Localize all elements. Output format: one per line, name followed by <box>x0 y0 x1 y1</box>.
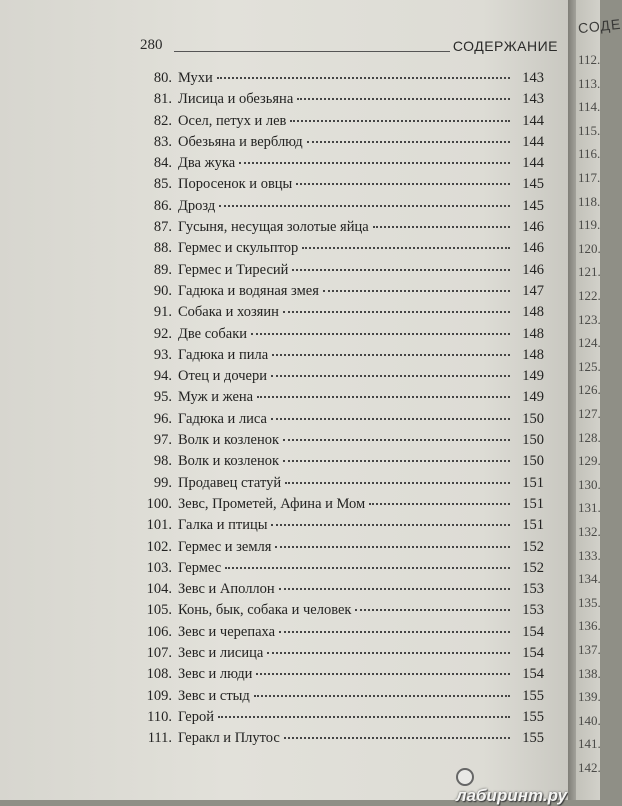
toc-entry-page: 148 <box>522 304 544 321</box>
toc-entry-page: 153 <box>522 602 544 619</box>
toc-entry <box>136 560 544 581</box>
toc-leader-dots <box>271 524 510 526</box>
toc-leader-dots <box>257 396 510 398</box>
toc-leader-dots <box>296 183 510 185</box>
right-page-entry-number: 112. <box>578 52 601 67</box>
toc-entry-page: 154 <box>522 623 544 640</box>
toc-entry-title: Обезьяна и верблюд <box>178 133 303 150</box>
toc-entry <box>136 539 544 560</box>
right-page-entry-number: 126. <box>578 382 601 398</box>
toc-entry-number: 82. <box>153 112 172 129</box>
toc-entry <box>136 368 544 389</box>
toc-entry-number: 93. <box>153 346 172 363</box>
toc-entry-number: 96. <box>153 410 172 427</box>
right-page-entry-number: 135. <box>578 594 601 610</box>
right-page-entry-number: 139. <box>578 689 601 705</box>
right-page-entry-number: 137. <box>578 642 601 657</box>
toc-leader-dots <box>217 77 510 79</box>
toc-entry-title: Гермес и Тиресий <box>178 261 289 278</box>
right-page-entry-number: 140. <box>578 712 601 728</box>
toc-entry-title: Продавец статуй <box>178 474 282 491</box>
toc-leader-dots <box>284 737 510 739</box>
toc-entry-page: 144 <box>522 133 544 150</box>
toc-entry <box>136 709 544 730</box>
toc-entry-number: 80. <box>153 70 172 86</box>
toc-entry <box>136 219 544 240</box>
toc-entry <box>136 155 544 176</box>
toc-leader-dots <box>369 503 510 505</box>
right-page-entry-number: 114. <box>578 99 601 115</box>
toc-entry-number: 91. <box>153 304 172 321</box>
toc-entry-page: 150 <box>522 410 544 427</box>
toc-entry-number: 85. <box>153 176 172 193</box>
toc-entry-page: 154 <box>522 666 544 683</box>
toc-leader-dots <box>292 269 510 271</box>
toc-leader-dots <box>279 588 510 590</box>
toc-entry <box>136 602 544 623</box>
right-page-entry-number: 125. <box>578 358 601 374</box>
toc-entry-page: 153 <box>522 581 544 598</box>
toc-entry-number: 110. <box>147 708 172 725</box>
toc-leader-dots <box>297 98 510 100</box>
book-page-right <box>576 0 622 800</box>
table-of-contents <box>136 70 544 752</box>
toc-entry <box>136 389 544 410</box>
toc-entry-page: 151 <box>522 474 544 491</box>
right-page-heading: СОДЕ <box>577 15 622 37</box>
book-gutter <box>568 0 576 800</box>
toc-leader-dots <box>219 205 510 207</box>
toc-entry-page: 144 <box>522 112 544 129</box>
toc-entry-number: 84. <box>153 155 172 172</box>
toc-entry-page: 146 <box>522 261 544 278</box>
right-page-entry-number: 117. <box>578 170 601 185</box>
toc-leader-dots <box>272 354 510 356</box>
toc-entry-title: Осел, петух и лев <box>178 112 287 129</box>
toc-entry-page: 150 <box>522 453 544 470</box>
toc-entry-page: 151 <box>522 495 544 512</box>
toc-entry-title: Гадюка и водяная змея <box>178 282 319 299</box>
right-page-entry-number: 129. <box>578 453 601 469</box>
toc-entry-title: Зевс, Прометей, Афина и Мом <box>178 495 366 512</box>
toc-leader-dots <box>256 673 510 675</box>
toc-entry-title: Поросенок и овцы <box>178 176 293 193</box>
toc-entry-number: 86. <box>153 197 172 214</box>
right-page-entry-number: 119. <box>578 217 601 233</box>
toc-leader-dots <box>302 247 510 249</box>
toc-entry-title: Два жука <box>178 155 236 172</box>
toc-leader-dots <box>283 439 510 441</box>
toc-leader-dots <box>283 311 510 313</box>
toc-entry <box>136 453 544 474</box>
toc-entry-number: 106. <box>146 623 172 640</box>
toc-entry <box>136 134 544 155</box>
right-page-entry-number: 122. <box>578 288 601 303</box>
toc-entry-title: Зевс и стыд <box>178 687 250 704</box>
header-rule <box>174 51 450 52</box>
toc-entry-page: 148 <box>522 325 544 342</box>
toc-entry-title: Гермес и земля <box>178 538 272 555</box>
toc-entry <box>136 496 544 517</box>
toc-leader-dots <box>373 226 510 228</box>
right-page-entry-number: 128. <box>578 429 601 445</box>
toc-leader-dots <box>283 460 510 462</box>
toc-entry-title: Отец и дочери <box>178 368 268 385</box>
toc-leader-dots <box>290 120 510 122</box>
toc-leader-dots <box>271 418 510 420</box>
toc-entry-page: 155 <box>522 687 544 704</box>
toc-entry-page: 143 <box>522 91 544 108</box>
right-page-entry-number: 124. <box>578 335 601 351</box>
toc-entry-number: 98. <box>153 453 172 470</box>
toc-entry-page: 144 <box>522 155 544 172</box>
toc-entry <box>136 198 544 219</box>
toc-entry-page: 146 <box>522 240 544 257</box>
toc-entry-number: 108. <box>146 666 172 683</box>
toc-entry-page: 145 <box>522 197 544 214</box>
toc-entry <box>136 240 544 261</box>
toc-entry <box>136 91 544 112</box>
toc-entry-number: 89. <box>153 261 172 278</box>
toc-entry-title: Галка и птицы <box>178 517 268 534</box>
toc-entry-title: Волк и козленок <box>178 453 280 470</box>
right-page-entry-number: 120. <box>578 240 601 256</box>
toc-entry-title: Гадюка и лиса <box>178 410 267 427</box>
toc-entry-page: 155 <box>522 730 544 747</box>
toc-entry <box>136 326 544 347</box>
toc-entry-number: 88. <box>153 240 172 257</box>
toc-entry <box>136 411 544 432</box>
toc-entry-number: 103. <box>146 559 172 576</box>
toc-entry-number: 95. <box>153 389 172 406</box>
toc-entry <box>136 70 544 91</box>
toc-leader-dots <box>271 375 510 377</box>
toc-leader-dots <box>275 546 510 548</box>
toc-entry-title: Зевс и лисица <box>178 645 264 662</box>
toc-entry-number: 81. <box>153 91 172 108</box>
right-page-entry-number: 131. <box>578 500 601 516</box>
toc-entry <box>136 113 544 134</box>
page-header <box>140 37 560 61</box>
toc-entry <box>136 283 544 304</box>
toc-leader-dots <box>323 290 510 292</box>
right-page-entry-number: 123. <box>578 311 601 327</box>
toc-entry-page: 149 <box>522 389 544 406</box>
toc-entry-page: 155 <box>522 708 544 725</box>
toc-entry-title: Собака и хозяин <box>178 304 279 321</box>
right-page-entry-number: 141. <box>578 736 601 752</box>
right-page-entry-number: 115. <box>578 122 601 138</box>
right-page-entry-number: 136. <box>578 618 601 634</box>
toc-leader-dots <box>218 716 510 718</box>
toc-entry-number: 90. <box>153 282 172 299</box>
right-page-entry-number: 130. <box>578 476 601 492</box>
toc-entry-title: Гадюка и пила <box>178 346 269 363</box>
toc-leader-dots <box>267 652 510 654</box>
right-page-entry-number: 113. <box>578 75 601 91</box>
toc-leader-dots <box>225 567 510 569</box>
toc-entry-title: Гермес <box>178 559 222 576</box>
toc-entry-title: Зевс и люди <box>178 666 253 683</box>
page-header-title: СОДЕРЖАНИЕ <box>452 38 558 54</box>
toc-entry <box>136 624 544 645</box>
toc-leader-dots <box>239 162 510 164</box>
toc-entry-page: 154 <box>522 645 544 662</box>
toc-entry-page: 146 <box>522 219 544 236</box>
watermark-text: лабиринт.ру <box>456 786 567 805</box>
toc-entry-number: 104. <box>146 581 172 598</box>
toc-entry <box>136 347 544 368</box>
toc-entry-number: 101. <box>146 517 172 534</box>
toc-entry <box>136 517 544 538</box>
right-page-entry-number: 116. <box>578 146 601 162</box>
right-page-entry-number: 127. <box>578 406 601 421</box>
toc-entry-number: 87. <box>153 219 172 236</box>
toc-entry-number: 99. <box>153 474 172 491</box>
toc-entry-number: 105. <box>146 602 172 619</box>
toc-leader-dots <box>251 333 510 335</box>
toc-entry <box>136 475 544 496</box>
toc-entry-number: 97. <box>153 432 172 449</box>
toc-entry-number: 107. <box>146 645 172 662</box>
toc-entry <box>136 262 544 283</box>
toc-leader-dots <box>285 482 510 484</box>
toc-entry-page: 143 <box>522 70 544 86</box>
toc-entry <box>136 688 544 709</box>
toc-entry-title: Две собаки <box>178 325 248 342</box>
toc-entry-title: Геракл и Плутос <box>178 730 280 747</box>
toc-entry-number: 111. <box>147 730 172 747</box>
toc-entry <box>136 304 544 325</box>
toc-leader-dots <box>254 695 510 697</box>
toc-entry-number: 92. <box>153 325 172 342</box>
right-page-entry-number: 118. <box>578 193 601 209</box>
toc-entry-title: Волк и козленок <box>178 432 280 449</box>
toc-entry-page: 152 <box>522 538 544 555</box>
toc-entry-title: Зевс и Аполлон <box>178 581 275 598</box>
toc-entry-page: 149 <box>522 368 544 385</box>
right-page-entry-number: 121. <box>578 264 601 280</box>
toc-entry-title: Гусыня, несущая золотые яйца <box>178 219 369 236</box>
right-page-entry-number: 132. <box>578 524 601 539</box>
toc-entry <box>136 730 544 751</box>
watermark <box>456 766 568 806</box>
right-page-entry-number: 133. <box>578 547 601 563</box>
toc-leader-dots <box>307 141 510 143</box>
toc-entry-page: 145 <box>522 176 544 193</box>
page-number: 280 <box>140 37 163 53</box>
right-page-entry-number: 134. <box>578 571 601 587</box>
toc-entry-page: 148 <box>522 346 544 363</box>
toc-leader-dots <box>355 609 510 611</box>
toc-entry-page: 152 <box>522 559 544 576</box>
toc-entry-title: Лисица и обезьяна <box>178 91 294 108</box>
toc-entry <box>136 176 544 197</box>
toc-entry-number: 94. <box>153 368 172 385</box>
toc-entry <box>136 581 544 602</box>
toc-entry-number: 100. <box>146 495 172 512</box>
toc-entry-page: 151 <box>522 517 544 534</box>
toc-entry-number: 102. <box>146 538 172 555</box>
toc-entry <box>136 666 544 687</box>
toc-entry-number: 83. <box>153 133 172 150</box>
toc-entry <box>136 645 544 666</box>
right-page-entry-number: 138. <box>578 665 601 681</box>
toc-entry-page: 147 <box>522 282 544 299</box>
labirint-logo-icon <box>456 768 474 786</box>
toc-entry-title: Мухи <box>178 70 213 86</box>
right-page-entry-number: 142. <box>578 760 601 775</box>
toc-entry-title: Конь, бык, собака и человек <box>178 602 352 619</box>
toc-entry-page: 150 <box>522 432 544 449</box>
toc-entry-title: Муж и жена <box>178 389 254 406</box>
toc-entry-title: Герой <box>178 708 214 725</box>
toc-entry-title: Гермес и скульптор <box>178 240 299 257</box>
toc-entry-number: 109. <box>146 687 172 704</box>
toc-entry-title: Дрозд <box>178 197 216 214</box>
toc-leader-dots <box>279 631 510 633</box>
toc-entry <box>136 432 544 453</box>
toc-entry-title: Зевс и черепаха <box>178 623 276 640</box>
